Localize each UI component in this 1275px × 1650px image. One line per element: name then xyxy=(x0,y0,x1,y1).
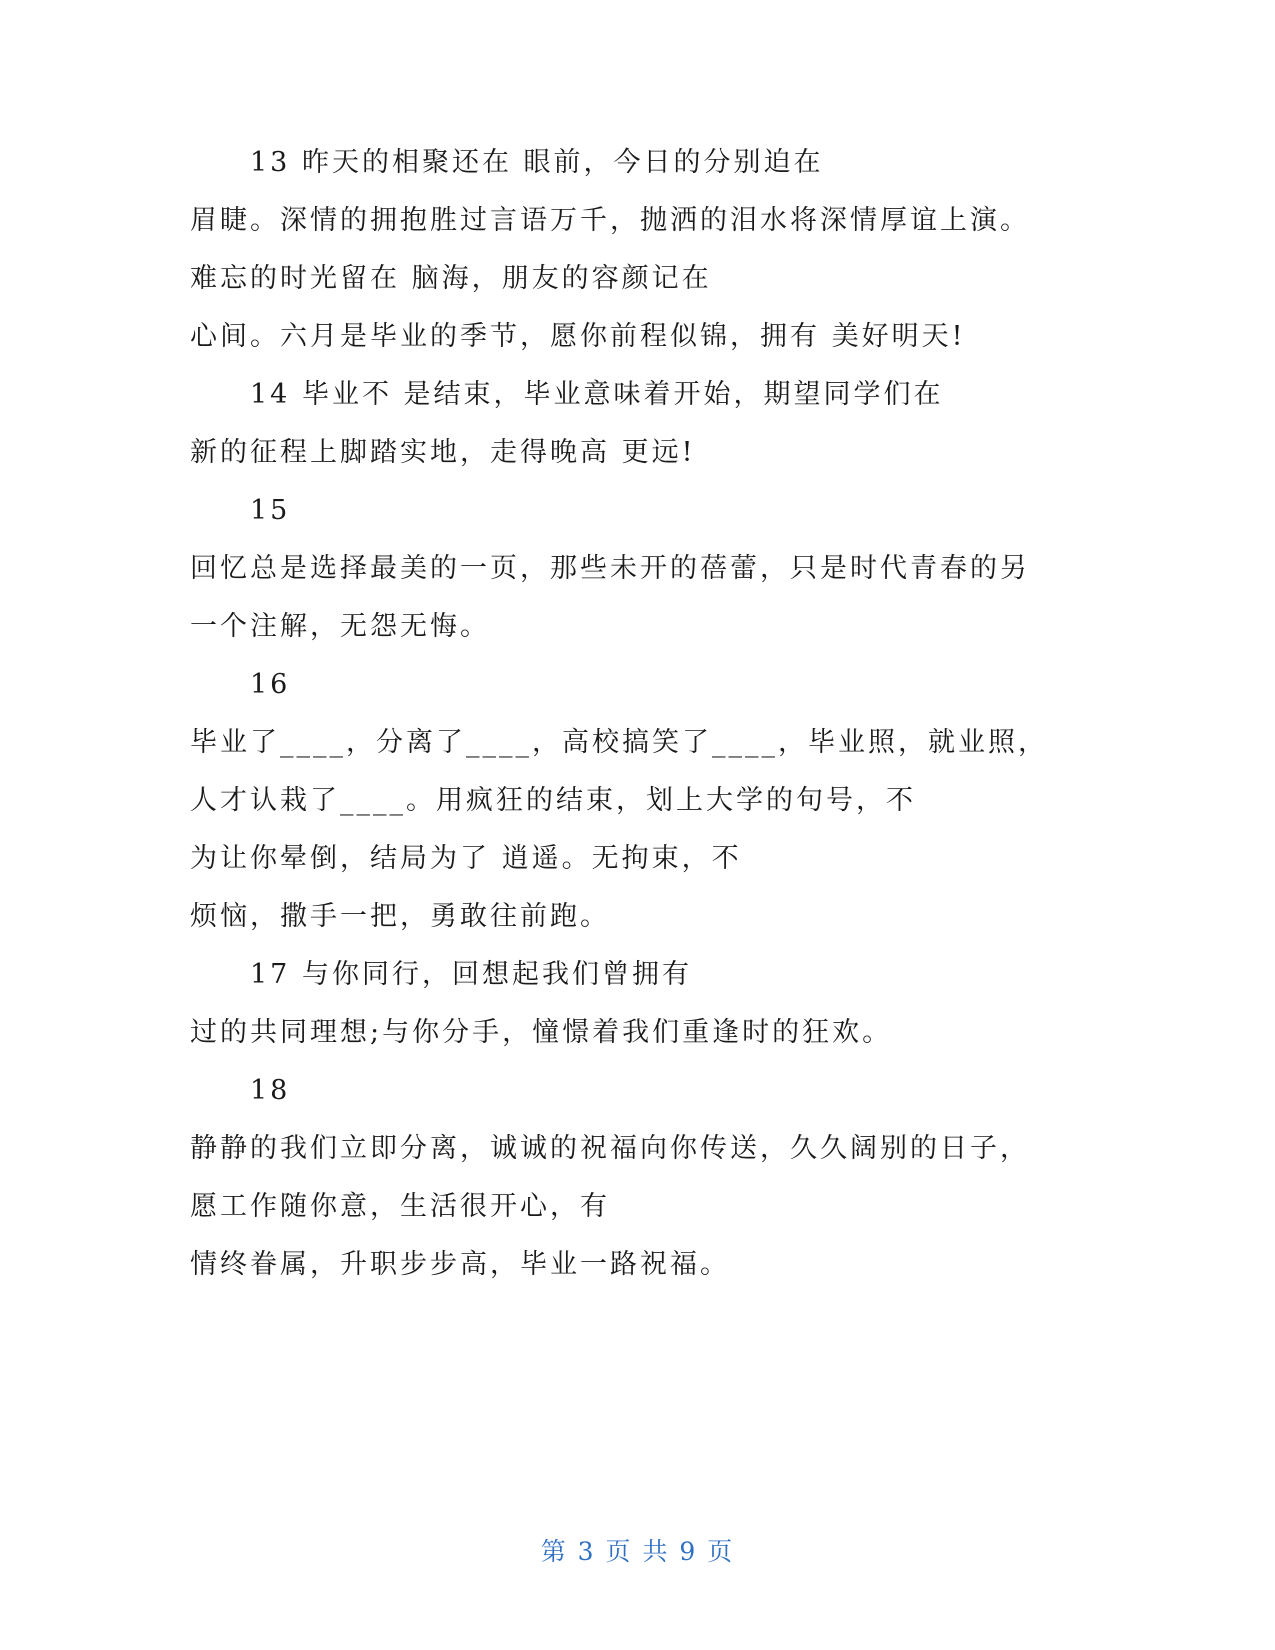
paragraph-13-line-1: 13 昨天的相聚还在 眼前，今日的分别迫在 xyxy=(250,147,824,178)
paragraph-16-number: 16 xyxy=(250,669,291,700)
paragraph-13-line-2: 眉睫。深情的拥抱胜过言语万千，抛洒的泪水将深情厚谊上演。 xyxy=(190,205,1030,236)
paragraph-15-line-2: 一个注解，无怨无悔。 xyxy=(190,611,490,642)
paragraph-14-line-2: 新的征程上脚踏实地，走得晚高 更远! xyxy=(190,437,696,468)
paragraph-16-line-2: 人才认栽了____。用疯狂的结束，划上大学的句号，不 xyxy=(190,785,916,816)
paragraph-17-line-2: 过的共同理想;与你分手，憧憬着我们重逢时的狂欢。 xyxy=(190,1017,893,1048)
paragraph-18-line-1: 静静的我们立即分离，诚诚的祝福向你传送，久久阔别的日子， xyxy=(190,1133,1030,1164)
paragraph-16-line-1: 毕业了____，分离了____，高校搞笑了____，毕业照，就业照， xyxy=(190,727,1048,758)
paragraph-16-line-3: 为让你晕倒，结局为了 逍遥。无拘束，不 xyxy=(190,843,742,874)
paragraph-13-line-3: 难忘的时光留在 脑海，朋友的容颜记在 xyxy=(190,263,712,294)
paragraph-16-line-4: 烦恼，撒手一把，勇敢往前跑。 xyxy=(190,901,610,932)
paragraph-17-line-1: 17 与你同行，回想起我们曾拥有 xyxy=(250,959,692,990)
paragraph-15-line-1: 回忆总是选择最美的一页，那些未开的蓓蕾，只是时代青春的另 xyxy=(190,553,1030,584)
paragraph-14-line-1: 14 毕业不 是结束，毕业意味着开始，期望同学们在 xyxy=(250,379,944,410)
paragraph-15-number: 15 xyxy=(250,495,291,526)
paragraph-18-line-3: 情终眷属，升职步步高，毕业一路祝福。 xyxy=(190,1249,730,1280)
paragraph-13-line-4: 心间。六月是毕业的季节，愿你前程似锦，拥有 美好明天! xyxy=(190,321,966,352)
paragraph-18-line-2: 愿工作随你意，生活很开心，有 xyxy=(190,1191,610,1222)
page-footer-number: 第 3 页 共 9 页 xyxy=(540,1537,735,1566)
paragraph-18-number: 18 xyxy=(250,1075,291,1106)
